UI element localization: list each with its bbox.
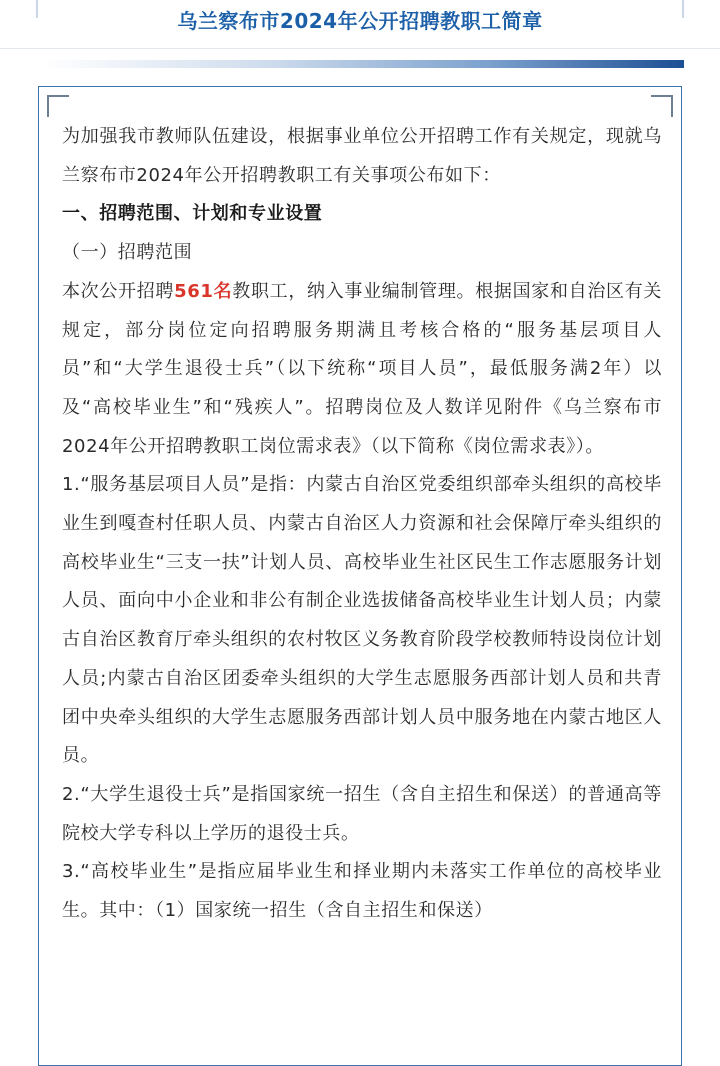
- article-body: [62, 118, 662, 931]
- definition-item-1: 1.“服务基层项目人员”是指：内蒙古自治区党委组织部牵头组织的高校毕业生到嘎查村任职人员、内蒙古自治区人力资源和社会保障厅牵头组织的高校毕业生“三支一扶”计划人员、高校毕业生社区民生工作志愿服务计划人员、面向中小企业和非公有制企业选拔储备高校毕业生计划人员；内蒙古自治区教育厅牵头组织的农村牧区义务教育阶段学校教师特设岗位计划人员;内蒙古自治区团委牵头组织的大学生志愿服务西部计划人员和共青团中央牵头组织的大学生志愿服务西部计划人员中服务地在内蒙古地区人员。: [62, 474, 662, 767]
- definition-item-3: 3.“高校毕业生”是指应届毕业生和择业期内未落实工作单位的高校毕业生。其中：（1）国家统一招生（含自主招生和保送）: [62, 861, 662, 922]
- page-title: 乌兰察布市2024年公开招聘教职工简章: [177, 9, 543, 33]
- scope-paragraph: [62, 273, 662, 467]
- title-block: [0, 0, 720, 49]
- gradient-divider: [42, 60, 684, 68]
- scope-text-rest: 教职工，纳入事业编制管理。根据国家和自治区有关规定，部分岗位定向招聘服务期满且考核合格的“服务基层项目人员”和“大学生退役士兵”（以下统称“项目人员”，最低服务满2年）以及“高校毕业生”和“残疾人”。招聘岗位及人数详见附件《乌兰察布市2024年公开招聘教职工岗位需求表》（以下简称《岗位需求表》）。: [62, 280, 662, 457]
- recruit-count-highlight: 561名: [174, 280, 233, 302]
- definition-item-2: 2.“大学生退役士兵”是指国家统一招生（含自主招生和保送）的普通高等院校大学专科以上学历的退役士兵。: [62, 783, 662, 844]
- corner-bracket-top-right: [651, 95, 673, 117]
- title-frame-right-decoration: [682, 0, 684, 18]
- corner-bracket-top-left: [47, 95, 69, 117]
- section-heading: 一、招聘范围、计划和专业设置: [62, 203, 323, 225]
- scope-text-start: 本次公开招聘: [62, 280, 175, 302]
- subsection-heading: （一）招聘范围: [62, 242, 193, 264]
- intro-paragraph: 为加强我市教师队伍建设，根据事业单位公开招聘工作有关规定，现就乌兰察布市2024年公开招聘教职工有关事项公布如下：: [62, 126, 662, 186]
